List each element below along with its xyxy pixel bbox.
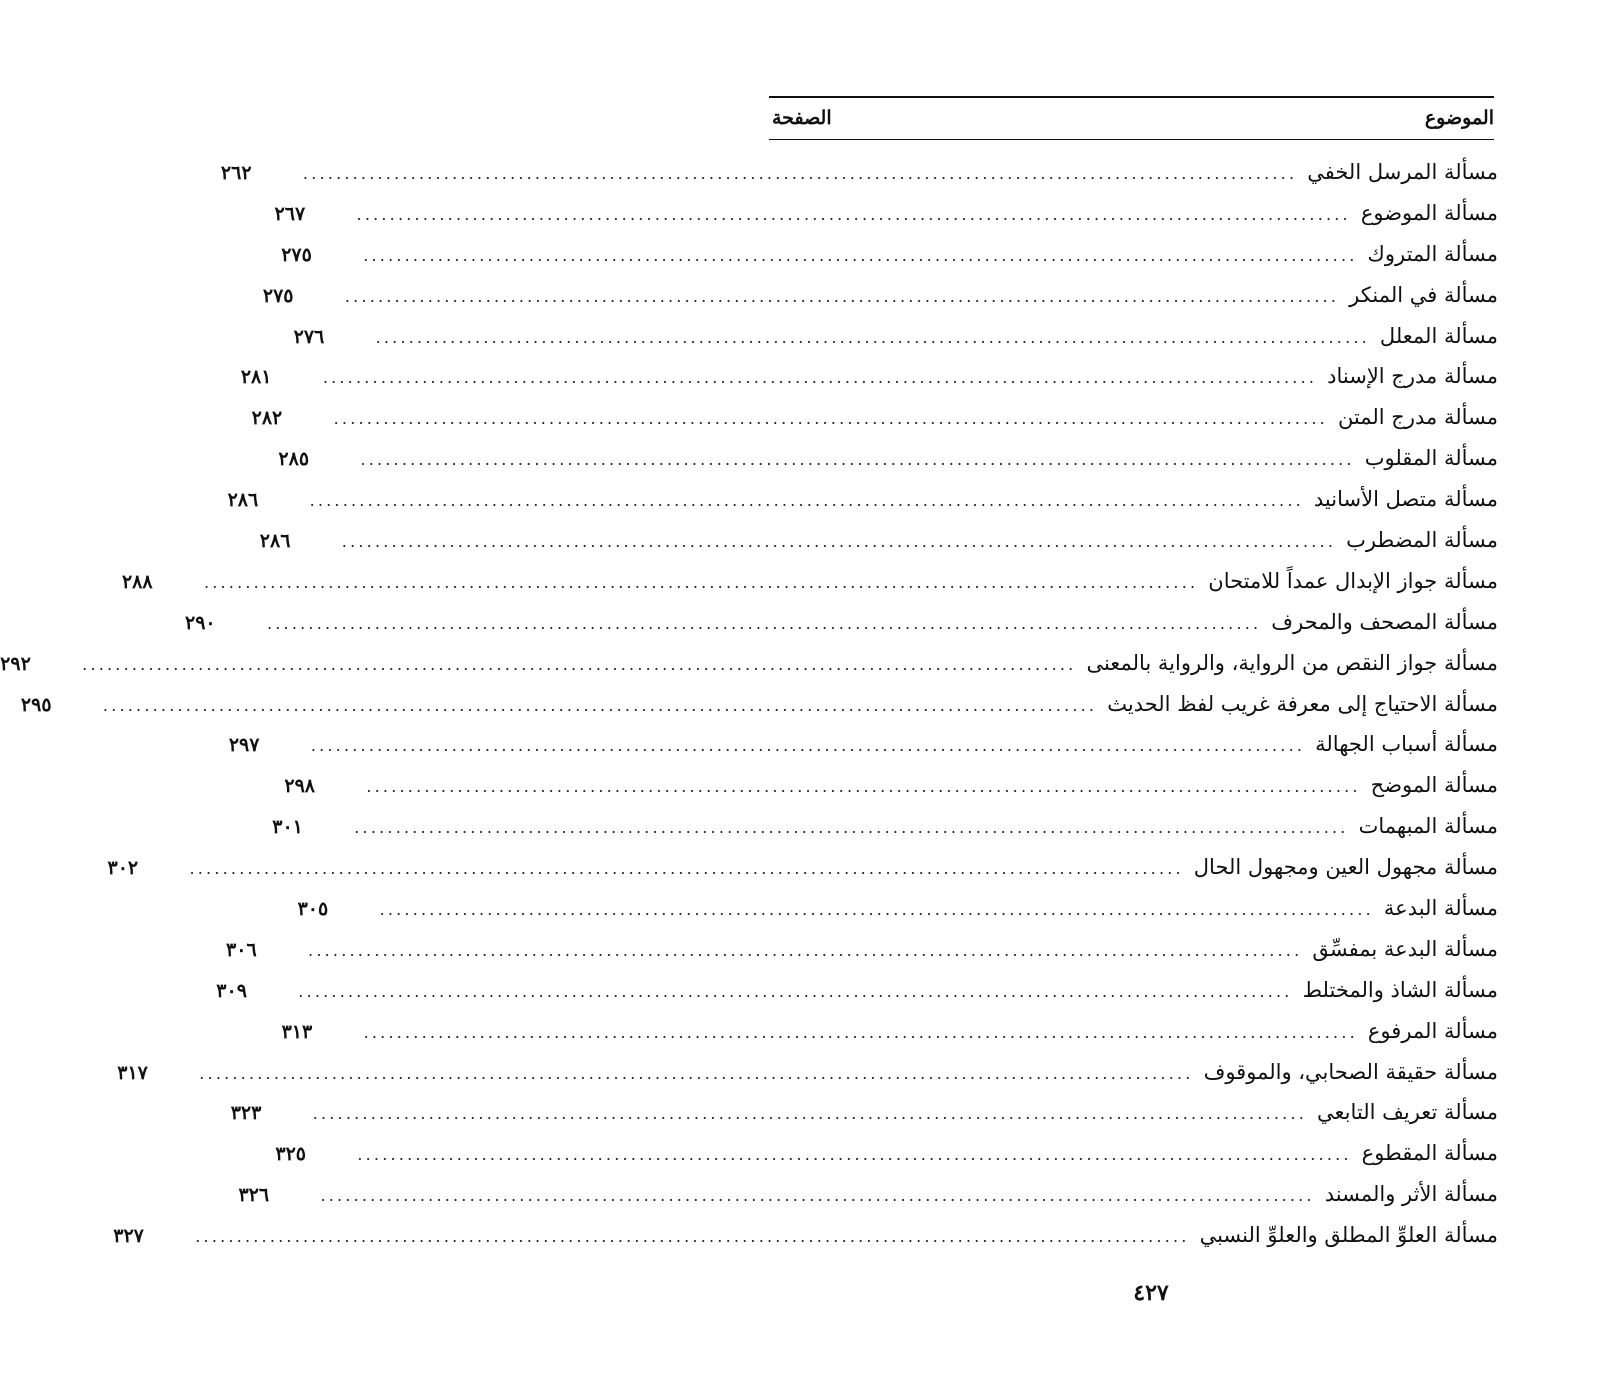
toc-entry <box>227 479 1498 520</box>
dot-leader: ........................................................................................................................ <box>309 491 1304 511</box>
toc-entry <box>0 643 1498 684</box>
dot-leader: ........................................................................................................................ <box>308 940 1303 960</box>
toc-entry <box>113 1215 1498 1256</box>
toc-entry <box>107 847 1498 888</box>
toc-entry-title: مسألة تعريف التابعي <box>1317 1100 1498 1125</box>
toc-entry <box>251 397 1498 438</box>
dot-leader: ........................................................................................................................ <box>322 368 1318 388</box>
dot-leader: ........................................................................................................................ <box>310 736 1306 756</box>
dot-leader: ........................................................................................................................ <box>298 981 1293 1001</box>
toc-entry-page: ٣٢٧ <box>113 1225 144 1248</box>
toc-entry <box>275 1133 1498 1174</box>
toc-entry-title: مسألة حقيقة الصحابي، والموقوف <box>1203 1059 1498 1084</box>
toc-entry <box>220 152 1498 193</box>
toc-entry-page: ٢٦٢ <box>220 162 252 184</box>
dot-leader: ........................................................................................................................ <box>320 1186 1315 1206</box>
dot-leader: ........................................................................................................................ <box>302 164 1298 183</box>
toc-entry-title: مسألة الموضوع <box>1360 200 1498 225</box>
toc-entry-page: ٢٧٥ <box>281 243 312 266</box>
toc-entry <box>226 929 1498 970</box>
toc-entry-page: ٣٠٢ <box>107 857 139 880</box>
toc-entry-title: مسألة مدرج المتن <box>1337 405 1498 430</box>
toc-entry-title: مسألة العلوِّ المطلق والعلوِّ النسبي <box>1199 1223 1498 1248</box>
toc-entry-page: ٣٠٩ <box>216 979 247 1002</box>
toc-entry-page: ٣٠١ <box>272 816 303 839</box>
toc-entry <box>259 520 1498 561</box>
toc-entry-title: مسألة المقلوب <box>1364 446 1498 471</box>
toc-entry-page: ٢٨٦ <box>227 489 259 512</box>
dot-leader: ........................................................................................................................ <box>360 450 1355 470</box>
dot-leader: ........................................................................................................................ <box>344 286 1340 306</box>
dot-leader: ........................................................................................................................ <box>82 654 1077 674</box>
toc-entry-page: ٢٧٥ <box>262 284 294 307</box>
page-number: ٤٢٧ <box>1133 1280 1169 1306</box>
toc-entry-page: ٣٢٦ <box>238 1184 270 1207</box>
dot-leader: ........................................................................................................................ <box>356 204 1351 224</box>
toc-entry-title: مسألة المصحف والمحرف <box>1271 609 1498 634</box>
toc-entry-page: ٢٨٦ <box>259 530 291 553</box>
dot-leader: ........................................................................................................................ <box>199 1063 1194 1083</box>
toc-entry-title: مسألة مجهول العين ومجهول الحال <box>1193 855 1498 880</box>
toc-entry <box>272 806 1498 847</box>
dot-leader: ........................................................................................................................ <box>375 327 1370 347</box>
dot-leader: ........................................................................................................................ <box>357 1145 1352 1165</box>
toc-entry-page: ٣٢٣ <box>230 1102 262 1125</box>
toc-entry-page: ٣٠٥ <box>297 898 329 921</box>
top-rule <box>769 96 1494 98</box>
toc-entry-title: مسألة المضطرب <box>1346 528 1498 553</box>
toc-entry-title: مسألة الأثر والمسند <box>1324 1182 1498 1207</box>
toc-entry-title: مسألة الموضح <box>1370 773 1498 798</box>
dot-leader: ........................................................................................................................ <box>341 532 1337 552</box>
toc-entry-page: ٢٨١ <box>240 366 272 389</box>
toc-entry <box>117 1052 1498 1093</box>
toc-entry-page: ٢٦٧ <box>274 202 306 225</box>
toc-entry-title: مسألة أسباب الجهالة <box>1315 732 1498 757</box>
toc-entry-page: ٢٩٨ <box>284 775 315 798</box>
toc-entry-title: مسألة الاحتياج إلى معرفة غريب لفظ الحديث <box>1107 691 1498 716</box>
toc-entry-page: ٢٧٦ <box>293 325 325 348</box>
dot-leader: ........................................................................................................................ <box>195 1227 1190 1247</box>
toc-entry-page: ٢٨٢ <box>251 407 283 430</box>
toc-entry-title: مسألة المبهمات <box>1358 814 1498 839</box>
table-of-contents <box>0 152 1498 1256</box>
toc-entry-title: مسألة الشاذ والمختلط <box>1302 977 1498 1002</box>
dot-leader: ........................................................................................................................ <box>203 572 1199 592</box>
toc-entry-title: مسألة البدعة <box>1383 896 1498 921</box>
toc-entry <box>20 684 1498 725</box>
toc-entry-page: ٣١٣ <box>281 1020 313 1043</box>
toc-entry <box>121 561 1498 602</box>
toc-entry <box>216 970 1498 1011</box>
toc-entry-page: ٣١٧ <box>117 1061 148 1084</box>
dot-leader: ........................................................................................................................ <box>189 859 1184 879</box>
toc-entry-page: ٢٨٨ <box>121 570 153 593</box>
toc-entry-page: ٣٠٦ <box>226 938 257 961</box>
dot-leader: ........................................................................................................................ <box>363 1022 1358 1042</box>
toc-entry-page: ٢٨٥ <box>278 448 310 471</box>
dot-leader: ........................................................................................................................ <box>379 900 1374 920</box>
toc-entry-page: ٣٢٥ <box>275 1143 306 1166</box>
toc-entry-page: ٢٩٠ <box>184 611 216 634</box>
toc-entry-title: مسألة البدعة بمفسِّق <box>1312 936 1498 961</box>
header-rule <box>769 139 1494 140</box>
toc-entry <box>284 765 1498 806</box>
toc-entry-title: مسألة جواز النقص من الرواية، والرواية بالمعنى <box>1086 650 1498 675</box>
page-column-header: الصفحة <box>772 107 832 129</box>
toc-entry <box>281 1011 1498 1052</box>
toc-entry-title: مسألة المعلل <box>1379 323 1498 348</box>
toc-entry <box>278 438 1498 479</box>
dot-leader: ........................................................................................................................ <box>312 1104 1308 1124</box>
toc-entry <box>230 1092 1498 1133</box>
toc-entry <box>274 193 1498 234</box>
toc-entry-title: مسألة متصل الأسانيد <box>1313 487 1498 512</box>
toc-entry <box>228 724 1498 765</box>
toc-entry <box>281 234 1498 275</box>
toc-entry-title: مسألة في المنكر <box>1349 282 1498 307</box>
toc-entry-title: مسألة مدرج الإسناد <box>1327 364 1498 389</box>
dot-leader: ........................................................................................................................ <box>102 695 1098 715</box>
toc-entry-title: مسألة المقطوع <box>1361 1141 1498 1166</box>
toc-entry-title: مسألة المتروك <box>1367 241 1498 266</box>
dot-leader: ........................................................................................................................ <box>354 818 1349 838</box>
toc-entry <box>262 275 1498 316</box>
toc-entry-title: مسألة جواز الإبدال عمداً للامتحان <box>1208 568 1498 593</box>
dot-leader: ........................................................................................................................ <box>366 777 1361 797</box>
toc-entry-page: ٢٩٧ <box>228 734 260 757</box>
topic-column-header: الموضوع <box>1424 107 1494 129</box>
toc-entry <box>238 1174 1498 1215</box>
toc-entry-page: ٢٩٢ <box>0 652 31 675</box>
toc-entry-title: مسألة المرفوع <box>1367 1018 1498 1043</box>
toc-entry-page: ٢٩٥ <box>20 693 52 716</box>
toc-entry <box>297 888 1498 929</box>
toc-entry <box>240 356 1498 397</box>
dot-leader: ........................................................................................................................ <box>333 409 1328 429</box>
dot-leader: ........................................................................................................................ <box>266 613 1262 633</box>
dot-leader: ........................................................................................................................ <box>363 245 1358 265</box>
toc-entry <box>184 602 1498 643</box>
toc-entry-title: مسألة المرسل الخفي <box>1307 160 1498 184</box>
toc-entry <box>293 316 1498 357</box>
